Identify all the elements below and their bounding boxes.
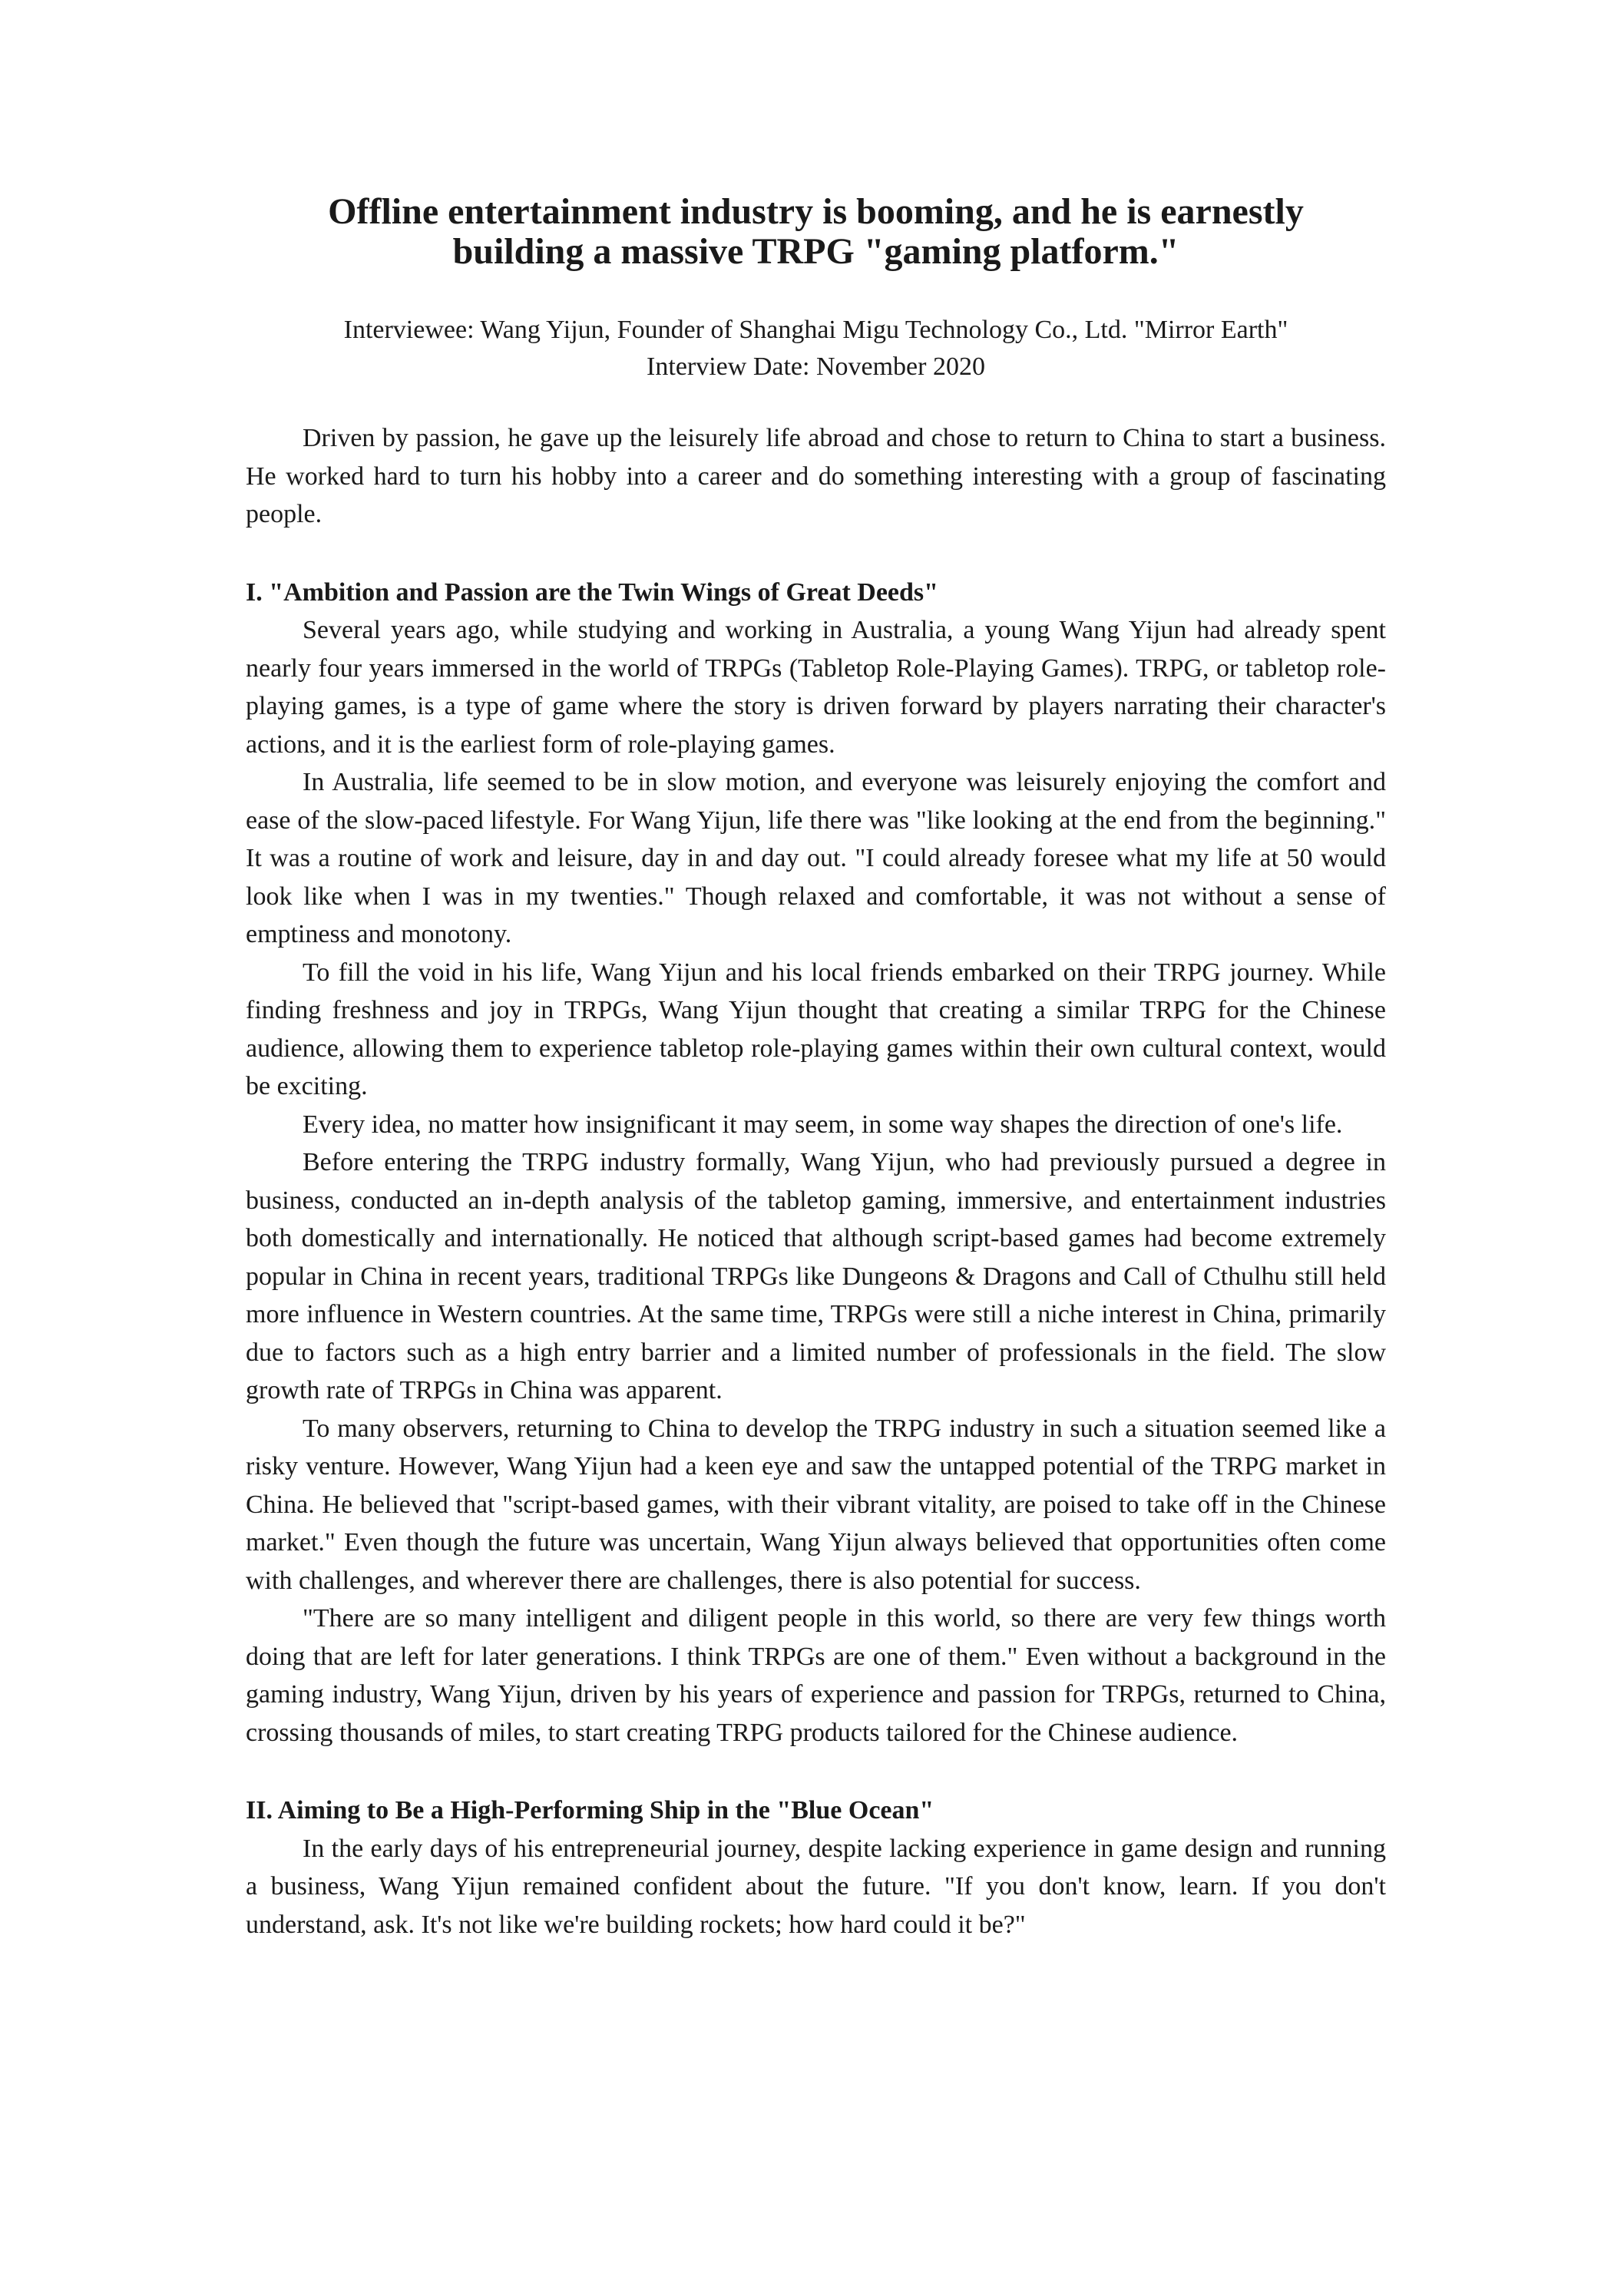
section-1-paragraph: In Australia, life seemed to be in slow motion, and everyone was leisurely enjoying the comfort and ease of the slow-paced lifestyle. For Wang Yijun, life there was "like looking at the end from the beginning." It was a routine of work and leisure, day in and day out. "I could already foresee what my life at 50 would look like when I was in my twenties." Though relaxed and comfortable, it was not without a sense of emptiness and monotony.: [246, 768, 1386, 948]
section-1-heading: I. "Ambition and Passion are the Twin Wings of Great Deeds": [246, 577, 939, 607]
document-page: [246, 192, 1386, 1944]
article-title-line-2: building a massive TRPG "gaming platform.": [452, 231, 1179, 272]
section-2-heading: II. Aiming to Be a High-Performing Ship in the "Blue Ocean": [246, 1796, 934, 1825]
article-title: [246, 192, 1386, 272]
article-title-line-1: Offline entertainment industry is booming, and he is earnestly: [328, 191, 1304, 232]
interview-info: [246, 312, 1386, 385]
section-1-paragraph: Before entering the TRPG industry formally, Wang Yijun, who had previously pursued a degree in business, conducted an in-depth analysis of the tabletop gaming, immersive, and entertainment industries both domestically and internationally. He noticed that although script-based games had become extremely popular in China in recent years, traditional TRPGs like Dungeons & Dragons and Call of Cthulhu still held more influence in Western countries. At the same time, TRPGs were still a niche interest in China, primarily due to factors such as a high entry barrier and a limited number of professionals in the field. The slow growth rate of TRPGs in China was apparent.: [246, 1148, 1386, 1404]
section-1-paragraph: Several years ago, while studying and working in Australia, a young Wang Yijun had already spent nearly four years immersed in the world of TRPGs (Tabletop Role-Playing Games). TRPG, or tabletop role-playing games, is a type of game where the story is driven forward by players narrating their character's actions, and it is the earliest form of role-playing games.: [246, 616, 1386, 759]
section-2-paragraph: In the early days of his entrepreneurial journey, despite lacking experience in game design and running a business, Wang Yijun remained confident about the future. "If you don't know, learn. If you don't understand, ask. It's not like we're building rockets; how hard could it be?": [246, 1834, 1386, 1939]
section-1-paragraph: To many observers, returning to China to develop the TRPG industry in such a situation seemed like a risky venture. However, Wang Yijun had a keen eye and saw the untapped potential of the TRPG market in China. He believed that "script-based games, with their vibrant vitality, are poised to take off in the Chinese market." Even though the future was uncertain, Wang Yijun always believed that opportunities often come with challenges, and wherever there are challenges, there is also potential for success.: [246, 1414, 1386, 1595]
intro-paragraph: Driven by passion, he gave up the leisurely life abroad and chose to return to China to start a business. He worked hard to turn his hobby into a career and do something interesting with a group of fascinating people.: [246, 424, 1386, 528]
section-1-paragraph: To fill the void in his life, Wang Yijun and his local friends embarked on their TRPG journey. While finding freshness and joy in TRPGs, Wang Yijun thought that creating a similar TRPG for the Chinese audience, allowing them to experience tabletop role-playing games within their own cultural context, would be exciting.: [246, 958, 1386, 1100]
section-1-paragraph: Every idea, no matter how insignificant it may seem, in some way shapes the direction of one's life.: [303, 1110, 1343, 1139]
interviewee-line: Interviewee: Wang Yijun, Founder of Shanghai Migu Technology Co., Ltd. "Mirror Earth": [343, 316, 1288, 344]
section-1-paragraph: "There are so many intelligent and diligent people in this world, so there are very few things worth doing that are left for later generations. I think TRPGs are one of them." Even without a background in the gaming industry, Wang Yijun, driven by his years of experience and passion for TRPGs, returned to China, crossing thousands of miles, to start creating TRPG products tailored for the Chinese audience.: [246, 1604, 1386, 1747]
interview-date-line: Interview Date: November 2020: [647, 352, 985, 381]
